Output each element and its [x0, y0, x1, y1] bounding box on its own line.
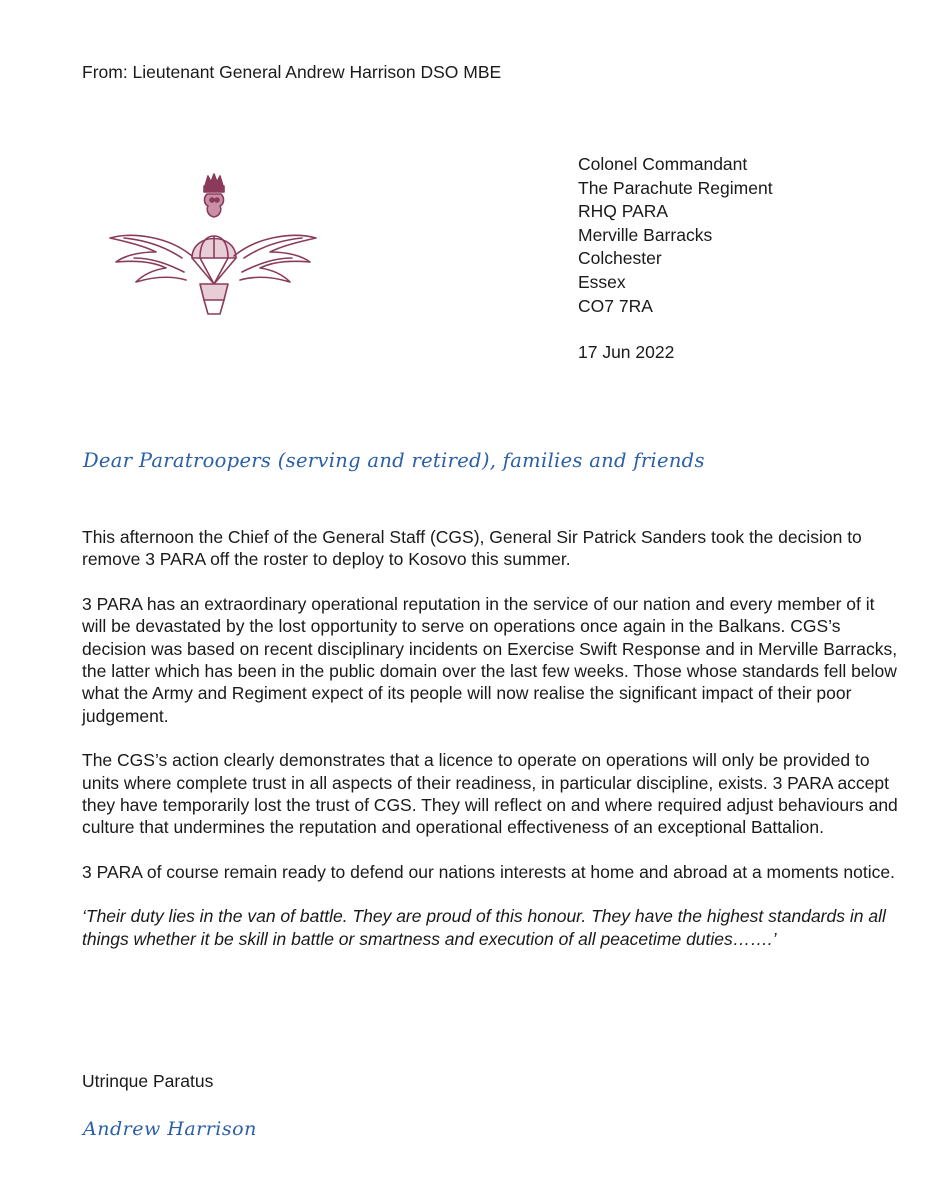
- address-line: Colonel Commandant: [578, 154, 748, 174]
- salutation: Dear Paratroopers (serving and retired), families and friends: [83, 449, 705, 472]
- address-line: Merville Barracks: [578, 224, 713, 245]
- letter-body: [82, 526, 900, 972]
- parachute-regiment-badge-icon: [108, 172, 318, 322]
- address-line: RHQ PARA: [578, 201, 669, 222]
- letter-date: 17 Jun 2022: [578, 342, 675, 362]
- recipient-address: [578, 153, 773, 318]
- address-line: CO7 7RA: [578, 295, 653, 316]
- body-paragraph: 3 PARA of course remain ready to defend our nations interests at home and abroad at a moments notice.: [82, 861, 895, 882]
- address-line: Essex: [578, 271, 626, 292]
- address-line: The Parachute Regiment: [578, 177, 773, 198]
- body-paragraph: The CGS’s action clearly demonstrates that a licence to operate on operations will only be provided to units where complete trust in all aspects of their readiness, in particular discipline, exists. 3 PARA accept they have temporarily lost the trust of CGS. They will reflect on and where required adjust behaviours and culture that undermines the reputation and operational effectiveness of an exceptional Battalion.: [82, 750, 898, 838]
- body-paragraph: 3 PARA has an extraordinary operational reputation in the service of our nation and every member of it will be devastated by the lost opportunity to serve on operations once again in the Balkans. CGS’s decision was based on recent disciplinary incidents on Exercise Swift Response and in Merville Barracks, the latter which has been in the public domain over the last few weeks. Those whose standards fell below what the Army and Regiment expect of its people will now realise the significant impact of their poor judgement.: [82, 593, 898, 726]
- from-line: From: Lieutenant General Andrew Harrison DSO MBE: [82, 62, 502, 82]
- regimental-quote: ‘Their duty lies in the van of battle. They are proud of this honour. They have the highest standards in all things whether it be skill in battle or smartness and execution of all peacetime duties…….’: [82, 906, 886, 949]
- closing-motto: Utrinque Paratus: [82, 1071, 214, 1091]
- signature: Andrew Harrison: [83, 1118, 257, 1140]
- address-line: Colchester: [578, 248, 662, 269]
- body-paragraph: This afternoon the Chief of the General Staff (CGS), General Sir Patrick Sanders took the decision to remove 3 PARA off the roster to deploy to Kosovo this summer.: [82, 527, 862, 570]
